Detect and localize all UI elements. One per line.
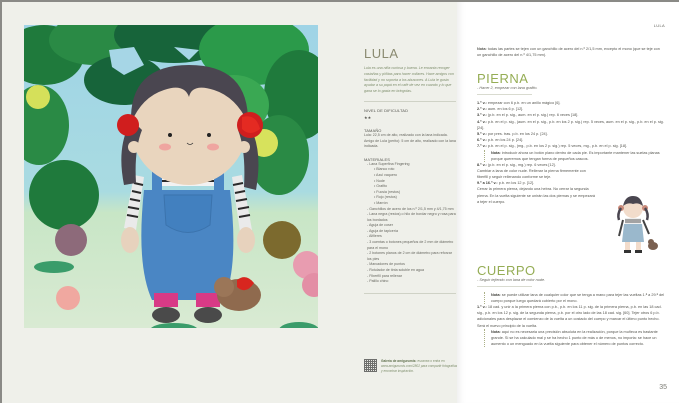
material-item: - Palillo chino (367, 279, 389, 284)
right-page (457, 2, 679, 403)
cuerpo-note: Nota: aquí no es necesaria una precisión absoluta en la realización, porque la muñeca es bastante grande. Si se ha calculado mal y se ha hecho 1 punto de más o de menos, no importa: se hace un aumento o un menguado en la vuelta siguiente para obtener el número de puntos correcto. (484, 329, 665, 347)
lula-doll-photo-image (24, 25, 318, 328)
row-text: Cambiar a lana de color nude. Rellenar la pierna firmemente con fiberfill y seguir rellenando conforme se teje. (477, 168, 586, 180)
material-item: - Aguja de coser (367, 223, 393, 228)
cuerpo-section (477, 264, 665, 347)
qr-code-icon[interactable] (364, 359, 377, 372)
pierna-note: Nota: introducir ahora un botón plano dentro de cada pie. Es importante mantener las suelas planas porque queremos que tengan forma de pequeños cascos. (484, 150, 665, 162)
material-item: - Lana Superfina Fingering (367, 161, 410, 166)
materials-list (364, 162, 456, 285)
intro-column (364, 46, 456, 300)
material-item: • Fucsia (restos) (374, 189, 401, 194)
size-text: Lula: 22,5 cm de alto, realizado con la lana indicada. Amigo de Lula (perito): 5 cm de alto, realizado con la lana indicada. (364, 132, 456, 149)
intro-text: Lula es una niña curiosa y buena. Le encanta recoger castañas y piñitas para hacer collares. Hace amigos con facilidad y no soporta a los abusones. A Lula le gusta ayudar a su papá en el café de vez en cuando y lo que gana se lo gasta en bringolas. (364, 66, 454, 94)
divider (364, 101, 456, 102)
material-item: - Ganchillos de acero de los n.º 2/1,5 mm y 4/1,75 mm (367, 206, 454, 211)
row-instruction: 5.ª v.: por pres. tras. p.b. en los 24 p. [24]. (477, 132, 548, 137)
cuerpo-subtitle: - Seguir tejiendo con lana de color nude. (477, 278, 546, 282)
doll-photo (24, 25, 318, 328)
row-instruction: 8.ª v.: (p.b. en el p. sig., mg.) rep. 6 veces [12]. (477, 162, 556, 167)
material-item: • Marrón (374, 200, 388, 205)
row-instruction: 6.ª v.: p.b. en los 24 p. [24]. (477, 138, 524, 143)
row-instruction: 1.ª v.: empezar con 6 p.b. en un anillo mágico [6]. (477, 101, 561, 105)
row-instruction: 3.ª v.: (p.b. en el p. sig., aum. en el p. sig.) rep. 6 veces [18]. (477, 113, 579, 118)
pattern-title: LULA (364, 46, 399, 61)
page-number: 35 (659, 384, 667, 391)
gallery-text: Galería de amigurumis: escanea o entra en www.amigurumis.com/2802 para compartir fotografías y encontrar inspiración. (381, 359, 458, 373)
material-item: • Grafito (374, 184, 388, 189)
difficulty-label: NIVEL DE DIFICULTAD (364, 107, 409, 113)
material-item: • Azul vaquero (374, 172, 398, 177)
material-item: - Rotulador de tinta soluble en agua (367, 268, 424, 273)
general-note: Nota: todas las partes se tejen con un ganchillo de acero del n.º 2/1,5 mm, excepto el mono (que se teje con un ganchillo de acero del n.º 4/1,75 mm). (477, 47, 660, 57)
pierna-rows-continued (477, 162, 597, 205)
material-item: - Aguja de tapicería (367, 228, 398, 233)
material-item: - 2 botones planos de 2 cm de diámetro para reforzar los pies (367, 251, 452, 261)
running-head: LULA (653, 23, 665, 28)
material-item: • Blanco roto (374, 167, 395, 172)
row-instruction: 4.ª v.: p.b. en el p. sig., (aum. en el p. sig., p.b. en los 2 p. sig.) rep. 5 veces, aum. en el p. sig., p.b. en el p. sig. [24]. (477, 119, 664, 130)
cuerpo-rows (477, 304, 665, 329)
divider (364, 293, 456, 294)
divider (477, 94, 532, 95)
row-instruction: 9.ª a 16.ª v.: p.b. en los 12 p. [12]. (477, 181, 535, 186)
material-item: - Fiberfill para rellenar (367, 273, 402, 278)
material-item: • Nude (374, 178, 385, 183)
divider (477, 286, 532, 287)
row-text: Cerrar la primera pierna, dejando una hebra. No cerrar la segunda pierna. En la vuelta siguiente se unirán las dos piernas y se empezará a tejer el cuerpo. (477, 187, 595, 204)
materials-label: MATERIALES (364, 156, 391, 162)
material-item: • Rojo (restos) (374, 195, 397, 200)
pierna-rows (477, 100, 665, 150)
pierna-subtitle: - Hacer 2, empezar con lana grafito. (477, 86, 538, 90)
book-spread (2, 2, 679, 403)
left-page (2, 2, 457, 403)
material-item: - 3 cuentas o botones pequeños de 2 mm de diámetro para el mono (367, 240, 454, 250)
cuerpo-note: Nota: se puede utilizar lana de cualquier color que se tenga a mano para tejer las vueltas 1.ª a 29.ª del cuerpo porque luego quedará cubierto por el mono. (484, 292, 665, 304)
gallery-callout (364, 359, 459, 374)
material-item: - Alfileres (367, 234, 382, 239)
row-instruction: 2.ª v.: aum. en los 6 p. [12]. (477, 107, 524, 112)
pierna-section (477, 72, 665, 205)
material-item: - Lana negra (restos) o hilo de bordar negro y rosa para los bordados (367, 212, 456, 222)
difficulty-stars: ★★ (364, 114, 372, 120)
material-item: - Marcadores de puntos (367, 262, 405, 267)
lula-illustration (605, 194, 669, 260)
row-instruction: 1.ª v.: 18 cad. y unir a la primera pierna con p.b., p.b. en los 11 p. sig. de la primera pierna, p.b. en las 18 cad. sig., p.b. en los 12 p. sig. de la segunda pierna, p.b. por el otro lado de las 18 cad. sig. [60]. Tejer otros 6 p.b. adicionales para desplazar el comienzo de la vuelta a un costado del cuerpo y marcar el último punto hecho. Será el nuevo principio de la vuelta. (477, 305, 662, 328)
section-heading-pierna: PIERNA (477, 71, 529, 86)
row-instruction: 7.ª v.: p.b. en el p. sig., (mg., p.b. en los 2 p. sig.) rep. 5 veces, mg., p.b. en el p. sig. [18]. (477, 144, 628, 149)
size-label: TAMAÑO (364, 127, 382, 133)
section-heading-cuerpo: CUERPO (477, 263, 536, 278)
